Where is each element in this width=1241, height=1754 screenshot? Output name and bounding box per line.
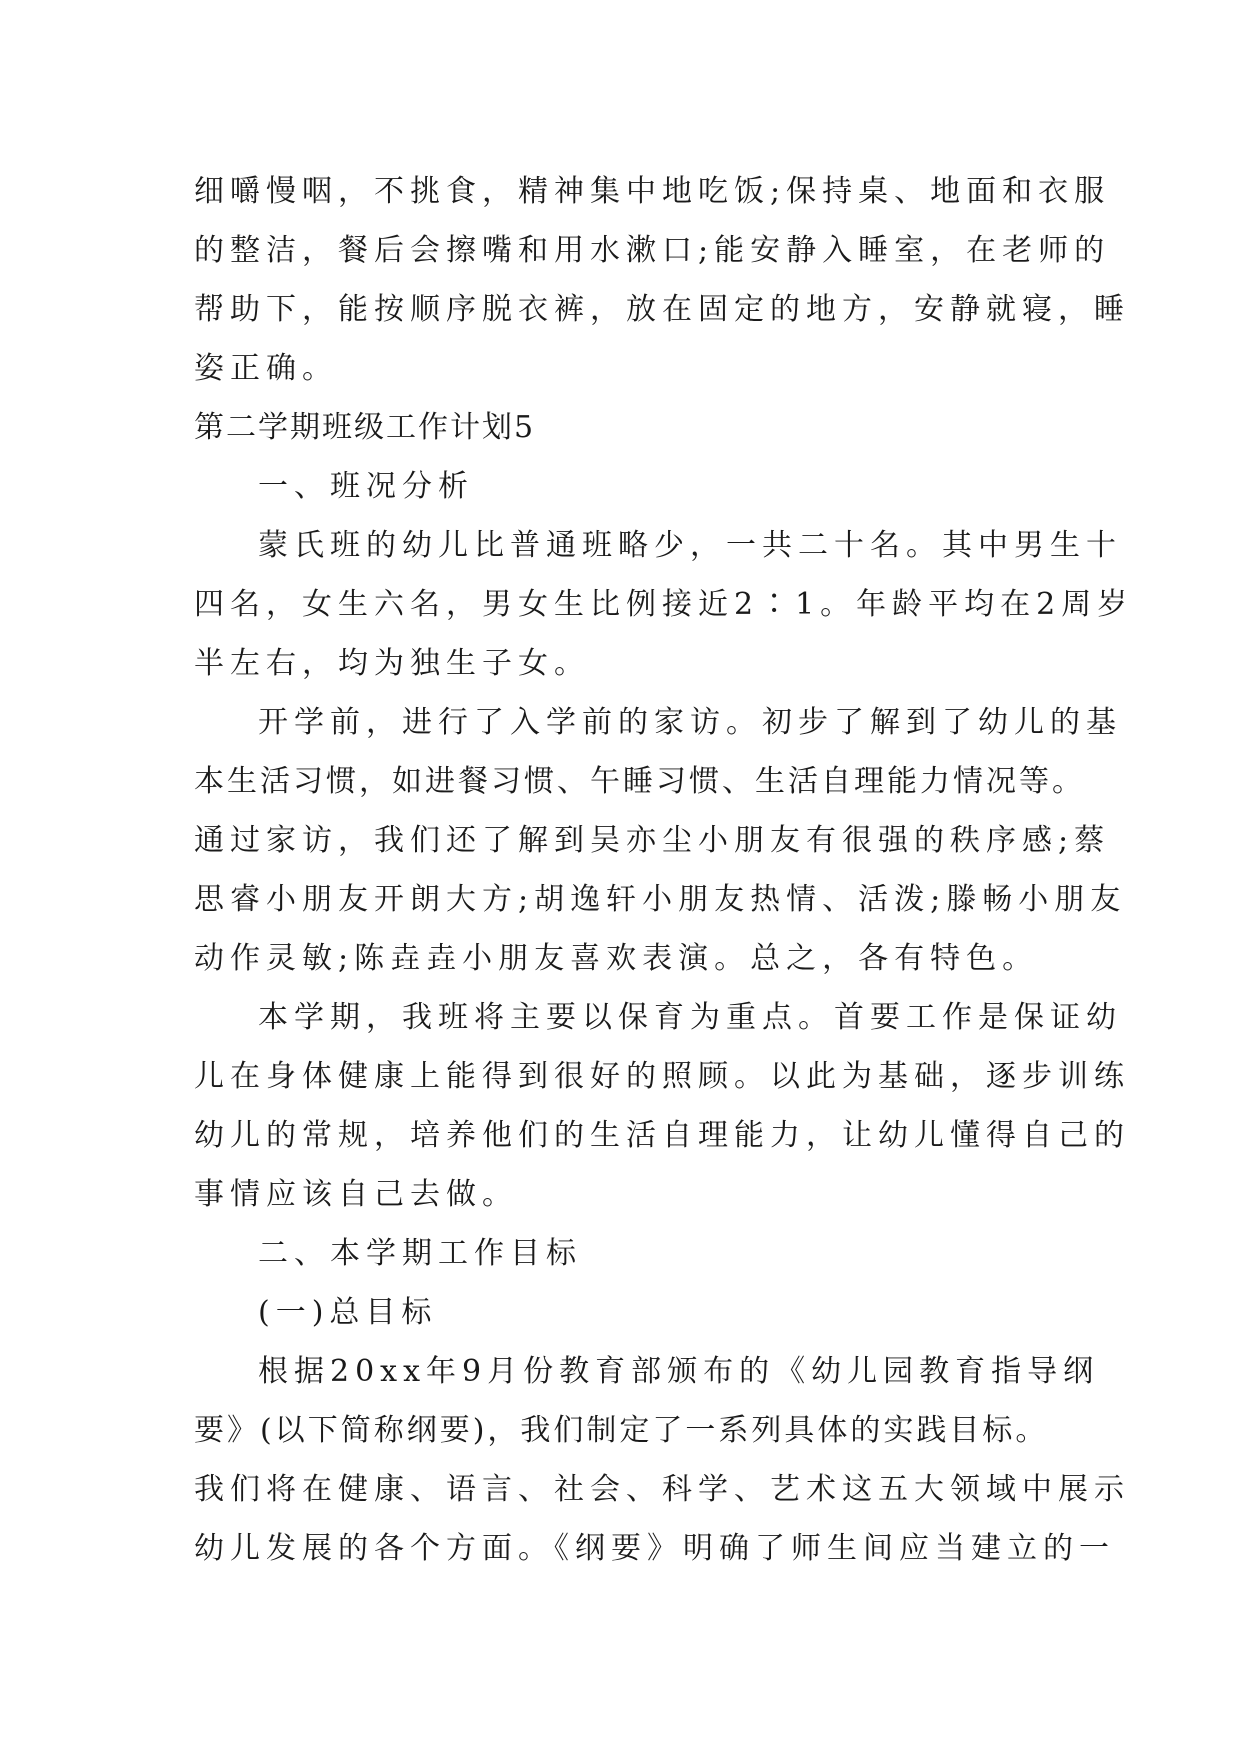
text-line: 四名，女生六名，男女生比例接近2∶1。年龄平均在2周岁 bbox=[194, 587, 1134, 622]
text-line: 的整洁，餐后会擦嘴和用水漱口;能安静入睡室，在老师的 bbox=[194, 233, 1111, 268]
section-title: 第二学期班级工作计划5 bbox=[194, 410, 536, 445]
heading-semester-goals: 二、本学期工作目标 bbox=[258, 1236, 582, 1271]
text-line: 动作灵敏;陈垚垚小朋友喜欢表演。总之，各有特色。 bbox=[194, 941, 1039, 976]
text-line: 通过家访，我们还了解到吴亦尘小朋友有很强的秩序感;蔡 bbox=[194, 823, 1111, 858]
document-page bbox=[194, 162, 1134, 1578]
text-line: 幼儿发展的各个方面。《纲要》明确了师生间应当建立的一 bbox=[194, 1531, 1115, 1566]
text-line: 姿正确。 bbox=[194, 351, 338, 386]
text-line: 要》(以下简称纲要)，我们制定了一系列具体的实践目标。 bbox=[194, 1413, 1049, 1448]
text-line: 帮助下，能按顺序脱衣裤，放在固定的地方，安静就寝，睡 bbox=[194, 292, 1130, 327]
text-line: 细嚼慢咽，不挑食，精神集中地吃饭;保持桌、地面和衣服 bbox=[194, 174, 1111, 209]
text-line: 开学前，进行了入学前的家访。初步了解到了幼儿的基 bbox=[258, 705, 1122, 740]
text-line: 思睿小朋友开朗大方;胡逸轩小朋友热情、活泼;滕畅小朋友 bbox=[194, 882, 1127, 917]
text-line: 根据20xx年9月份教育部颁布的《幼儿园教育指导纲 bbox=[258, 1354, 1100, 1389]
heading-overall-goal: (一)总目标 bbox=[258, 1295, 438, 1330]
text-line: 蒙氏班的幼儿比普通班略少，一共二十名。其中男生十 bbox=[258, 528, 1122, 563]
text-line: 本学期，我班将主要以保育为重点。首要工作是保证幼 bbox=[258, 1000, 1122, 1035]
text-line: 我们将在健康、语言、社会、科学、艺术这五大领域中展示 bbox=[194, 1472, 1130, 1507]
text-line: 幼儿的常规，培养他们的生活自理能力，让幼儿懂得自己的 bbox=[194, 1118, 1130, 1153]
heading-class-analysis: 一、班况分析 bbox=[258, 469, 474, 504]
text-line: 事情应该自己去做。 bbox=[194, 1177, 518, 1212]
text-line: 儿在身体健康上能得到很好的照顾。以此为基础，逐步训练 bbox=[194, 1059, 1130, 1094]
text-line: 半左右，均为独生子女。 bbox=[194, 646, 590, 681]
text-line: 本生活习惯，如进餐习惯、午睡习惯、生活自理能力情况等。 bbox=[194, 764, 1085, 799]
